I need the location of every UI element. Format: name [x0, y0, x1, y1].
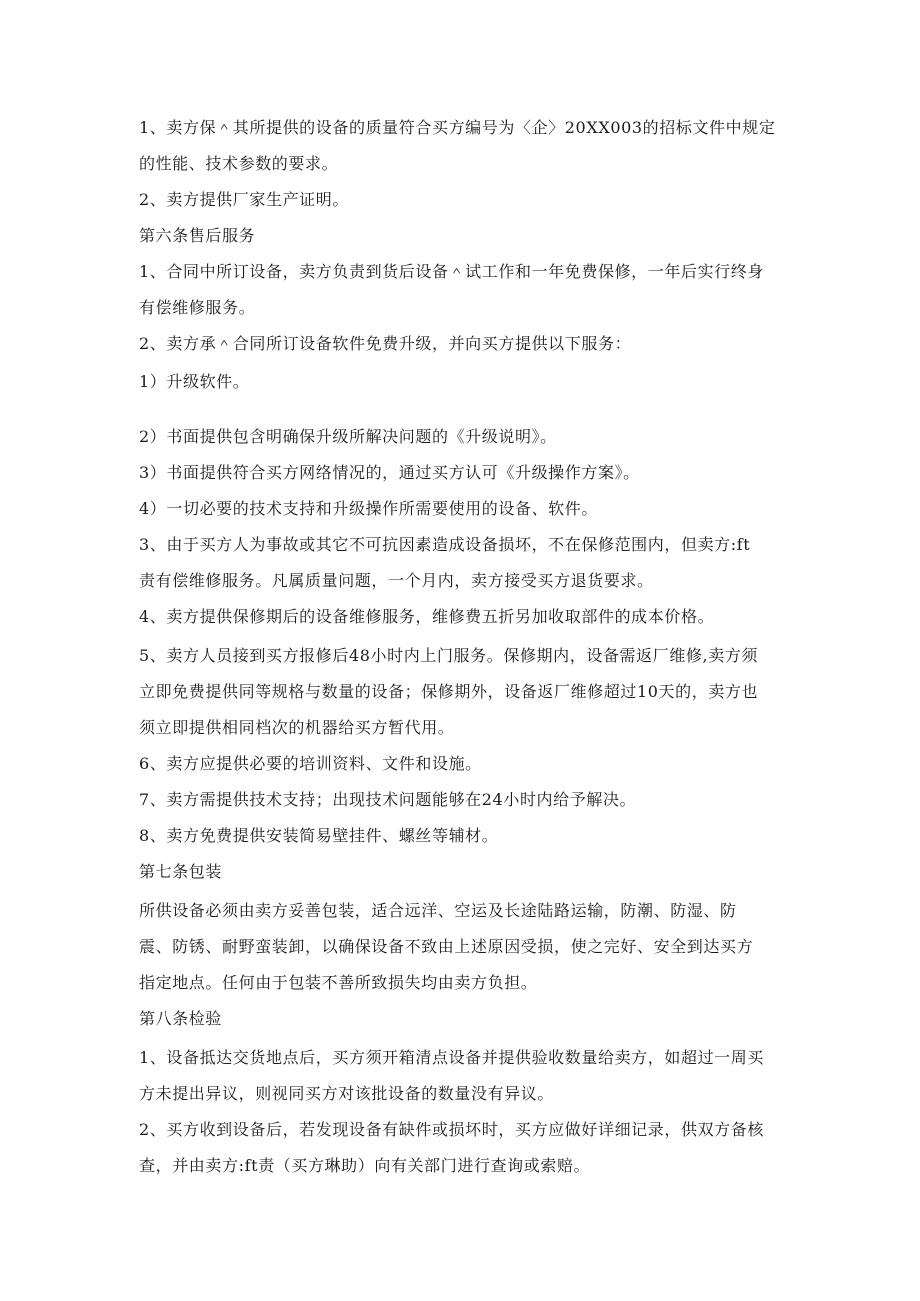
section-heading: 第七条包装	[139, 862, 223, 881]
text-line: 4、卖方提供保修期后的设备维修服务，维修费五折另加收取部件的成本价格。	[139, 607, 715, 626]
text-line: 1、合同中所订设备，卖方负责到货后设备＾试工作和一年免费保修，一年后实行终身	[139, 262, 764, 281]
text-line: 4）一切必要的技术支持和升级操作所需要使用的设备、软件。	[139, 499, 598, 518]
text-line: 指定地点。任何由于包装不善所致损失均由卖方负担。	[139, 973, 538, 992]
text-line: 8、卖方免费提供安装简易壁挂件、螺丝等辅材。	[139, 826, 499, 845]
text-line: 所供设备必须由卖方妥善包装，适合远洋、空运及长途陆路运输，防潮、防湿、防	[139, 901, 737, 920]
text-line: 6、卖方应提供必要的培训资料、文件和设施。	[139, 754, 482, 773]
text-line: 1、卖方保＾其所提供的设备的质量符合买方编号为〈企〉20XX003的招标文件中规定	[139, 118, 776, 137]
section-heading: 第六条售后服务	[139, 226, 256, 245]
text-line: 3）书面提供符合买方网络情况的，通过买方认可《升级操作方案》。	[139, 463, 640, 482]
text-line: 7、卖方需提供技术支持；出现技术问题能够在24小时内给予解决。	[139, 790, 637, 809]
text-line: 2、卖方承＾合同所订设备软件免费升级，并向买方提供以下服务：	[139, 334, 632, 353]
text-line: 立即免费提供同等规格与数量的设备；保修期外，设备返厂维修超过10天的，卖方也	[139, 682, 759, 701]
text-line: 查，并由卖方:ft责（买方琳助）向有关部门进行查询或索赔。	[139, 1156, 591, 1175]
text-line: 1）升级软件。	[139, 372, 250, 391]
text-line: 3、由于买方人为事故或其它不可抗因素造成设备损坏，不在保修范围内，但卖方:ft	[139, 535, 751, 554]
text-line: 2、买方收到设备后，若发现设备有缺件或损坏时，买方应做好详细记录，供双方备核	[139, 1120, 764, 1139]
section-heading: 第八条检验	[139, 1009, 223, 1028]
text-line: 1、设备抵达交货地点后，买方须开箱清点设备并提供验收数量给卖方，如超过一周买	[139, 1048, 764, 1067]
text-line: 2、卖方提供厂家生产证明。	[139, 190, 349, 209]
text-line: 的性能、技术参数的要求。	[139, 154, 339, 173]
text-line: 责有偿维修服务。凡属质量问题，一个月内，卖方接受买方退货要求。	[139, 571, 654, 590]
text-line: 5、卖方人员接到买方报修后48小时内上门服务。保修期内，设备需返厂维修,卖方须	[139, 646, 759, 665]
text-line: 有偿维修服务。	[139, 298, 256, 317]
text-line: 须立即提供相同档次的机器给买方暂代用。	[139, 718, 455, 737]
text-line: 方未提出异议，则视同买方对该批设备的数量没有异议。	[139, 1084, 555, 1103]
text-line: 震、防锈、耐野蛮装卸，以确保设备不致由上述原因受损，使之完好、安全到达买方	[139, 937, 754, 956]
text-line: 2）书面提供包含明确保升级所解决问题的《升级说明》。	[139, 427, 557, 446]
